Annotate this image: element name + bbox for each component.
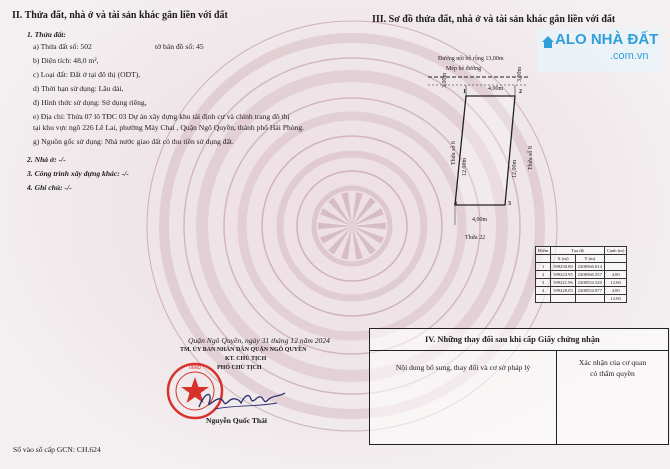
drum-star-ray	[328, 197, 352, 226]
coord-col-x: X (m)	[551, 255, 576, 263]
corner-3: 3	[508, 201, 511, 207]
drum-star-ray	[320, 208, 352, 226]
map-sheet-number: tờ bản đồ số: 45	[155, 42, 204, 51]
origin-field: g) Nguồn gốc sử dụng: Nhà nước giao đất có thu tiền sử dụng đất.	[33, 137, 234, 146]
drum-star-ray	[318, 223, 352, 230]
coord-cell: 599221.96	[551, 279, 576, 287]
coord-cell: 4.00	[604, 287, 626, 295]
svg-text:UBND: UBND	[189, 365, 201, 370]
col-confirm-header-2: có thẩm quyền	[590, 369, 635, 378]
area-field: b) Diện tích: 48,0 m²,	[33, 56, 99, 65]
drum-star-ray	[341, 192, 352, 226]
neighbor-left: Thửa số 6	[451, 141, 457, 165]
dim-bottom: 4,00m	[472, 217, 488, 223]
changes-content-column	[370, 351, 557, 444]
neighbor-right: Thửa số 8	[528, 146, 534, 170]
drum-star-ray	[328, 226, 352, 255]
notes-heading: 4. Ghi chú: -/-	[27, 183, 72, 192]
corner-4: 4	[454, 201, 457, 207]
vice-chair-label: PHÓ CHỦ TỊCH	[217, 365, 262, 371]
drum-star-ray	[352, 226, 363, 260]
term-field: d) Thời hạn sử dụng: Lâu dài,	[33, 84, 124, 93]
coord-cell: 2308566.814	[575, 263, 604, 271]
coord-row	[536, 263, 627, 271]
land-type-field: c) Loại đất: Đất ở tại đô thị (ODT),	[33, 70, 141, 79]
land-parcel-heading: 1. Thửa đất:	[27, 30, 66, 39]
address-line-1: e) Địa chỉ: Thửa 07 lô TĐC 03 Dự án xây dựng khu tái định cư và chỉnh trang đô thị	[33, 112, 290, 121]
section-4-title: IV. Những thay đổi sau khi cấp Giấy chứng nhận	[370, 329, 668, 351]
coord-cell: 2308554.320	[575, 279, 604, 287]
drum-star-ray	[352, 223, 386, 230]
confirmation-column	[557, 351, 668, 379]
dim-top: 4,00m	[488, 86, 504, 92]
coord-cell: 599230.80	[551, 263, 576, 271]
coord-cell: 2308566.357	[575, 271, 604, 279]
coord-row	[536, 279, 627, 287]
coord-cell: 12.00	[604, 295, 626, 303]
pavement-edge-label: Mép hè đường	[446, 66, 482, 72]
section-3-title: III. Sơ đồ thửa đất, nhà ở và tài sản khác gắn liền với đất	[372, 14, 616, 25]
other-works-heading: 3. Công trình xây dựng khác: -/-	[27, 169, 129, 178]
section-2-title: II. Thửa đất, nhà ở và tài sản khác gắn liền với đất	[12, 10, 228, 21]
handwritten-signature	[195, 387, 290, 415]
parcel-number: a) Thửa đất số: 502	[33, 42, 92, 51]
coord-cell: 1	[536, 263, 551, 271]
coord-cell: 599223.95	[551, 271, 576, 279]
signer-name: Nguyễn Quốc Thái	[206, 416, 268, 425]
committee-title: TM. ỦY BAN NHÂN DÂN QUẬN NGÔ QUYỀN	[180, 347, 307, 353]
coord-cell: 3	[536, 279, 551, 287]
coord-cell: 2308554.977	[575, 287, 604, 295]
changes-table	[369, 328, 669, 445]
col-content-header: Nội dung bổ sung, thay đổi và cơ sở pháp lý	[395, 363, 531, 372]
drum-star-ray	[352, 192, 363, 226]
drum-star-ray	[320, 226, 352, 244]
drum-star-ray	[352, 208, 384, 226]
coord-cell: 2	[536, 271, 551, 279]
coord-col-edge: Cạnh (m)	[604, 247, 626, 255]
coord-col-point: Điểm	[536, 247, 551, 255]
house-icon	[541, 35, 555, 49]
lot-label: Thửa 22	[465, 235, 486, 241]
coord-cell: 4	[536, 287, 551, 295]
watermark-domain: .com.vn	[610, 50, 649, 62]
watermark-brand: ALO NHÀ ĐẤT	[555, 31, 659, 48]
drum-star-ray	[352, 226, 376, 255]
coord-cell: 12.00	[604, 279, 626, 287]
coord-row	[536, 271, 627, 279]
coord-cell: 599228.03	[551, 287, 576, 295]
setback-right: 3,00m	[517, 66, 523, 82]
registry-number: Số vào sổ cấp GCN: CH.624	[13, 445, 101, 454]
house-heading: 2. Nhà ở: -/-	[27, 155, 66, 164]
drum-star-ray	[352, 197, 376, 226]
drum-star-ray	[341, 226, 352, 260]
drum-star-ray	[352, 226, 384, 244]
place-date: Quận Ngô Quyền, ngày 31 tháng 12 năm 2024	[188, 336, 330, 345]
dim-left: 12,00m	[462, 157, 468, 176]
coord-cell: 4.00	[604, 271, 626, 279]
address-line-2: tại khu vực ngõ 226 Lê Lai, phường Máy Chai , Quận Ngô Quyền, thành phố Hải Phòng.	[33, 123, 305, 132]
coord-title: Tọa độ	[551, 247, 605, 255]
col-confirm-header-1: Xác nhận của cơ quan	[578, 358, 647, 367]
corner-1: 1	[463, 89, 466, 95]
coord-col-y: Y (m)	[575, 255, 604, 263]
usage-form-field: đ) Hình thức sử dụng: Sử dụng riêng,	[33, 98, 147, 107]
coordinate-table	[535, 246, 627, 303]
coord-cell	[604, 263, 626, 271]
chair-label: KT. CHỦ TỊCH	[225, 356, 267, 362]
road-label: Đường nội bộ rộng 13,00m	[438, 56, 504, 62]
setback-left: 3,00m	[442, 72, 448, 88]
corner-2: 2	[519, 89, 522, 95]
dim-right: 12,00m	[512, 159, 518, 178]
coord-row	[536, 287, 627, 295]
